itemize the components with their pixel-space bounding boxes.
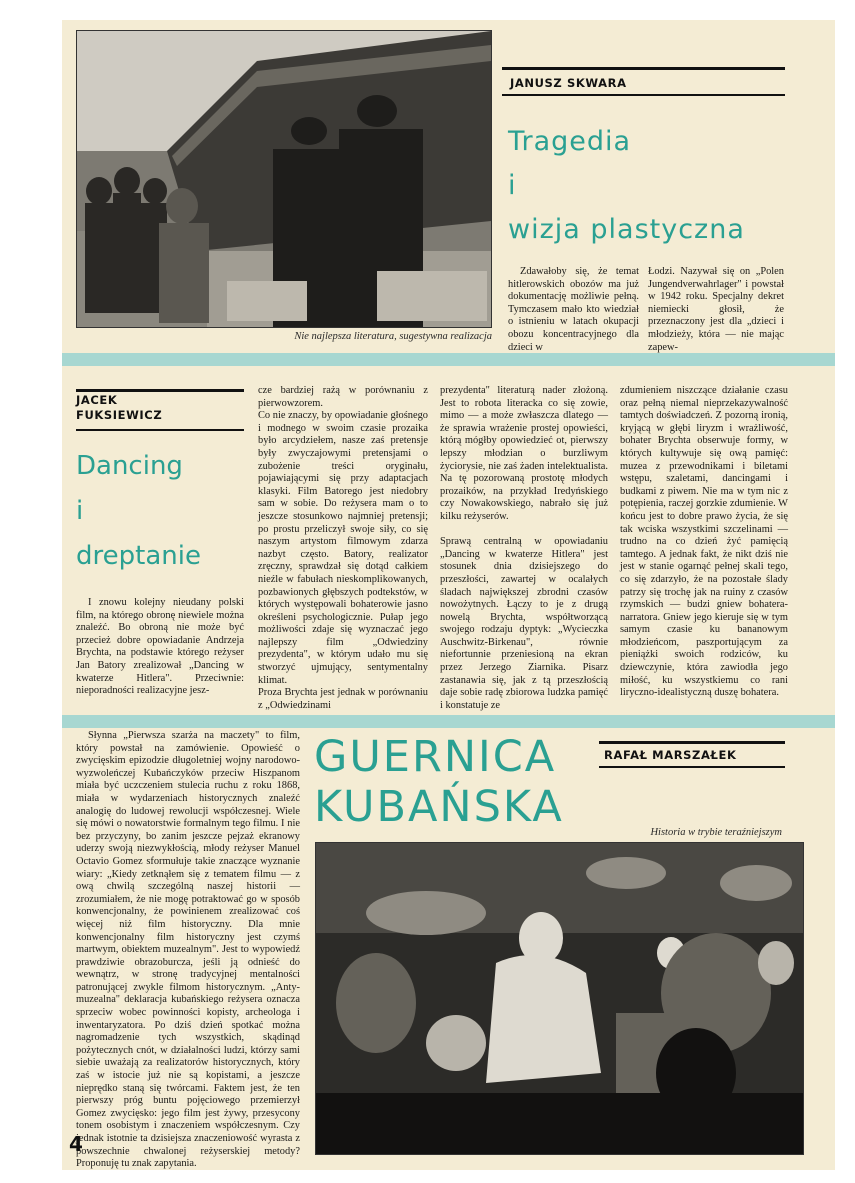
article-title <box>314 732 564 832</box>
photo-children-and-soldiers <box>76 30 492 328</box>
author-rule-top <box>599 741 785 744</box>
section-divider-band <box>62 353 835 366</box>
title-line-2: i <box>76 496 84 526</box>
photo-illustration <box>316 843 803 1154</box>
photo-caption: Historia w trybie teraźniejszym <box>650 827 782 838</box>
article-column-2: cze bardziej rażą w porównaniu z pierwowzorem. Co nie znaczy, by opowiadanie głośnego i modnego w swoim czasie prozaika było arcydziełem, nasze zaś pretensje były zwyczajowymi pretensjami o zubożenie treści oryginału, pojawiającymi się przy adaptacjach klasyki. Film Batorego jest niedobry sam w sobie. Do reżysera mam o to jeszcze stosunkowo najmniej pretensji; po prostu przeliczył swoje siły, co się naszym artystom filmowym zdarza nazbyt często. Batory, realizator zręczny, sprawdzał się dotąd całkiem nieźle w fabułach nieskomplikowanych, pozbawionych głębszych podtekstów, w których występowali bohaterowie jasno określeni psychologicznie. Pułap jego możliwości zdaje się wyznaczać jego najlepszy film „Odwiedziny prezydenta", w którym udało mu się stworzyć ujmujący, sentymentalny klimat. Proza Brychta jest jednak w porównaniu z „Odwiedzinami <box>258 385 428 711</box>
author-rule-bottom <box>502 94 785 96</box>
article-column-3: prezydenta" literaturą nader złożoną. Jest to robota literacka co się zowie, mimo — a może zwłaszcza dlatego — że sprawia wrażenie prostej opowieści, którą mógłby opowiedzieć ot, pierwszy lepszy młodzian o burzliwym życiorysie, nie zaś żaden intelektualista. Na tę pozorowaną prostotę młodych prozaików, na przykład Iredyńskiego czy Nowakowskiego, nabrało się już kilku reżyserów. Sprawą centralną w opowiadaniu „Dancing w kwaterze Hitlera" jest stosunek dnia dzisiejszego do przeszłości, zawartej w ocalałych śladach największej zbrodni czasów nowożytnych. Łączy to je z drugą nowelą Brychta, współtworzącą swojego rodzaju dyptyk: „Wycieczka Auschwitz-Birkenau", równie niefortunnie przeniesioną na ekran przez Jerzego Ziarnika. Pisarz zastanawia się, jak z tą przeszłością daje sobie radę zbiorowa ludzka pamięć i konstatuje ze <box>440 385 608 711</box>
article-column-1: Zdawałoby się, że temat hitlerowskich obozów ma już dokumentację możliwie pełną. Tymczasem mało kto wiedział o istnieniu w latach okupacji obozu koncentracyjnego dla dzieci w <box>508 266 639 353</box>
title-line-3: wizja plastyczna <box>508 214 745 245</box>
title-line-3: dreptanie <box>76 541 201 571</box>
article-column-4: zdumieniem niszczące działanie czasu oraz pełną niemal nieprzekazywalność tamtych doświadczeń. Z pozorną ironią, kryjącą w głębi liryzm i wrażliwość, bohater Brychta obserwuje formy, w których kultywuje się ową pamięć: muzea z przewodnikami i biletami wstępu, szaletami, dancingami i budkami z piwem. Nie ma w tym nic z potępienia, raczej gorzkie zdumienie. W końcu jest to dobre prawo życia, że się tak wciska wszystkimi szczelinami — trudno na co dzień żyć pamięcią tamtego. A jednak fakt, że nikt dziś nie jest w stanie ogarnąć pełnej skali tego, co się zdarzyło, że na pozostałe ślady patrzy się trochę jak na ruiny z czasów rzymskich — budzi gniew bohatera-narratora. Gniew jego kieruje się w tym samym czasie ku bananowym młodzieńcom, paszportującym za pieniążki swoich rodziców, ku dziewczynie, która zawiodła jego miłość, ku wszystkiemu co rani liryczno-idealistyczną duszę bohatera. <box>620 385 788 699</box>
photo-illustration <box>77 31 491 327</box>
magazine-page <box>62 20 835 1170</box>
page-number: 4 <box>69 1132 83 1156</box>
article-column-2: Łodzi. Nazywał się on „Polen Jungendverwahrlager" i powstał w 1942 roku. Specjalny dekret niemiecki głosił, że przeznaczony jest dla „dzieci i młodzieży, która — nie mając zapew- <box>648 266 784 353</box>
author-name: JANUSZ SKWARA <box>510 76 627 90</box>
author-name: RAFAŁ MARSZAŁEK <box>604 748 737 762</box>
author-rule-top <box>76 389 244 392</box>
article-title <box>76 444 201 579</box>
article-column-1: I znowu kolejny nieudany polski film, na którego obronę niewiele można znaleźć. Bo obroną nie może być przecież dobre opowiadanie Andrzeja Brychta, na podstawie którego reżyser Jan Batory zrealizował „Dancing w kwaterze Hitlera". Przeciwnie: nieporadności realizacyjne jesz- <box>76 597 244 697</box>
title-line-2: i <box>508 170 517 201</box>
title-line-1: GUERNICA <box>314 732 557 782</box>
author-rule-bottom <box>76 429 244 431</box>
author-rule-top <box>502 67 785 70</box>
photo-crowd-scene <box>315 842 804 1155</box>
title-line-2: KUBAŃSKA <box>314 782 564 832</box>
title-line-1: Tragedia <box>508 126 632 157</box>
article-body: Słynna „Pierwsza szarża na maczety" to film, który powstał na zamówienie. Opowieść o zwycięskim epizodzie długoletniej wojny narodowo-wyzwoleńczej Kubańczyków przeciw Hiszpanom miała być uczczeniem stulecia ruchu z roku 1868, miała w wydarzeniach historycznych znaleźć analogię do ludowej rewolucji współczesnej. Wiele się mówi o nowatorstwie formalnym tego filmu. I nie bez przyczyny, bo zanim jeszcze pejzaż ekranowy uderzy swoją niezwykłością, młody reżyser Manuel Octavio Gomez sformułuje takie znaczące wyznanie wiary: „Kiedy zetknąłem się z tematem filmu — z ową chwilą szczególną naszej historii — zrozumiałem, że nie mogę potraktować go w sposób konwencjonalny, że powinienem zrealizować coś więcej niż film historyczny. Dla mnie konwencjonalny film historyczny jest czymś martwym, obiektem muzealnym". Jest to wypowiedź prawdziwie obrazoburcza, jeśli ją odnieść do wewnątrz, w stronę tradycyjnej mentalności patronującej zwykle filmom historycznym. „Anty-muzealna" deklaracja kubańskiego reżysera oznacza sprzeciw wobec powinności kopisty, archeologa i inwentaryzatora. Po dziś dzień spotkać można nagromadzenie tych wszystkich, skądinąd pożytecznych cnót, w działalności ludzi, którzy sami siebie uważają za realizatorów historycznych, który zaś w istocie już nie są kopistami, a jeszcze nieprędko staną się twórcami. Faktem jest, że ten pierwszy próg buntu pojęciowego przemierzył Gomez zwycięsko: jego film jest żywy, przesycony tonem osobistym i znaczeniem współczesnym. Czy jednak istotnie ta dzisiejsza znaczeniowość wyrasta z powszechnie chwalonej reżyserskiej metody? Proponuję tu znak zapytania. <box>76 730 300 1170</box>
section-divider-band <box>62 715 835 728</box>
author-name: JACEK FUKSIEWICZ <box>76 393 163 422</box>
title-line-1: Dancing <box>76 451 183 481</box>
article-title <box>508 120 745 252</box>
author-rule-bottom <box>599 766 785 768</box>
photo-caption: Nie najlepsza literatura, sugestywna realizacja <box>294 331 492 342</box>
